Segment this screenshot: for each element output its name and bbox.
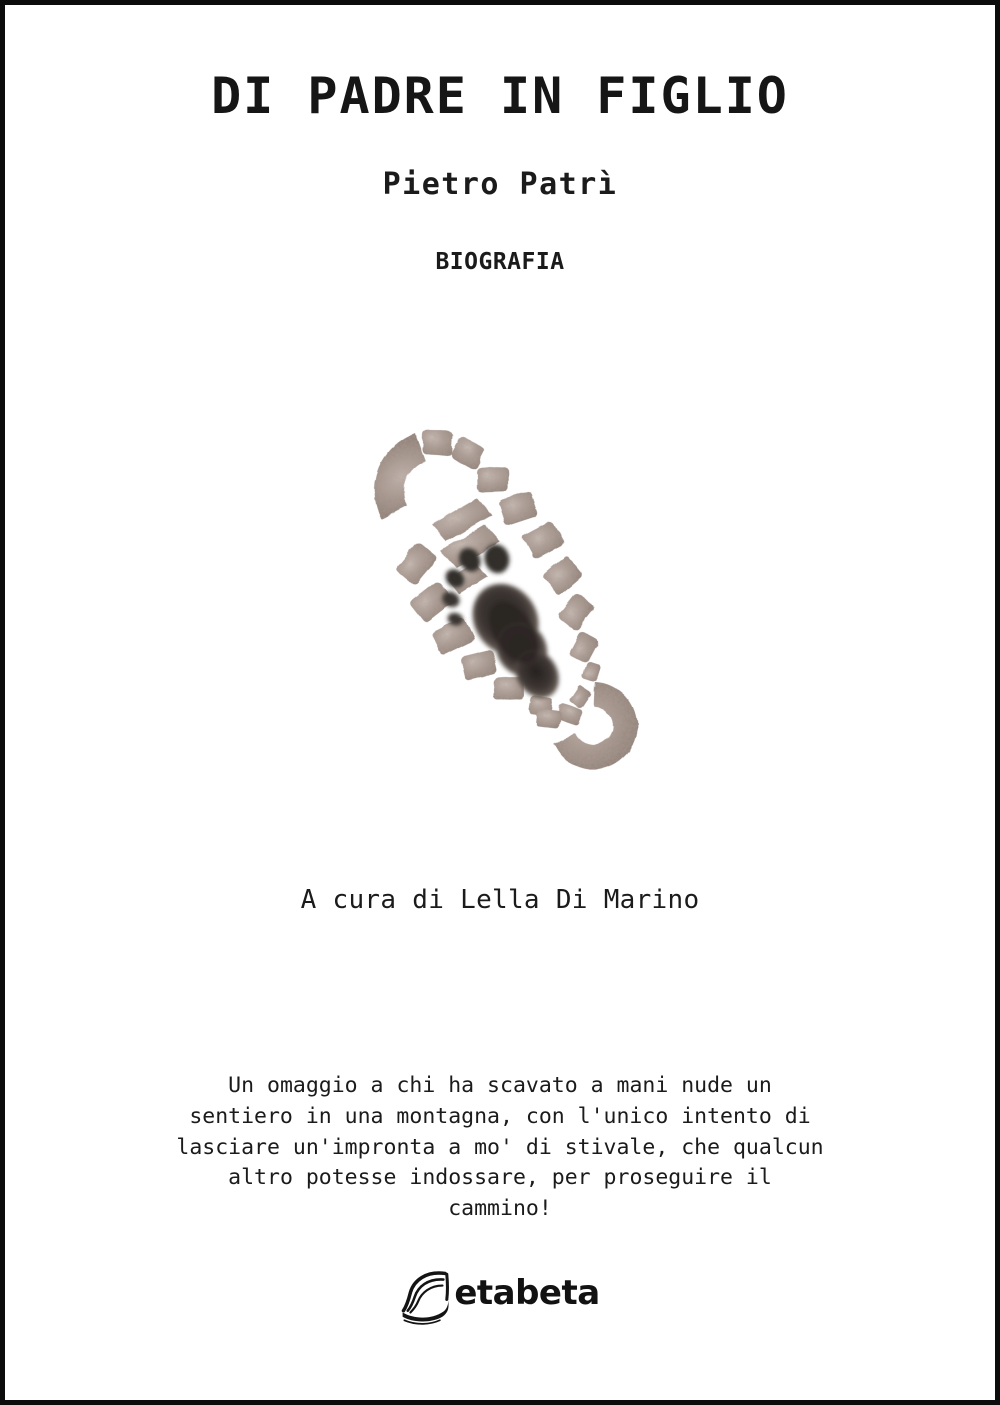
publisher-logo [5,1261,995,1331]
dedication-line-2: sentiero in una montagna, con l'unico intento di [189,1103,811,1129]
book-title: DI PADRE IN FIGLIO [211,67,789,125]
etabeta-book-icon [400,1266,452,1326]
dedication-line-4: altro potesse indossare, per proseguire il [228,1165,772,1191]
curator-line: A cura di Lella Di Marino [300,885,700,915]
bootprint-illustration [351,415,665,789]
dedication-line-5: cammino! [448,1196,552,1222]
book-author: Pietro Patrì [382,167,618,202]
book-genre-label: BIOGRAFIA [435,249,565,275]
dedication-line-1: Un omaggio a chi ha scavato a mani nude un [228,1073,772,1098]
dedication-text [5,1071,995,1225]
publisher-name: etabeta [454,1273,600,1313]
dedication-line-3: lasciare un'impronta a mo' di stivale, che qualcun [176,1134,824,1160]
bootprint-footprint-artwork [351,415,665,789]
